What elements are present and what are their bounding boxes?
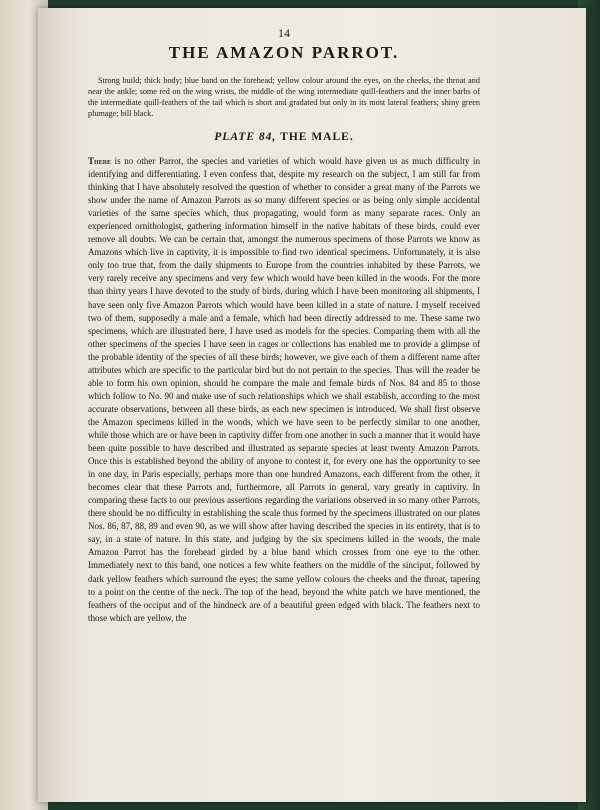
page-number: 14 bbox=[278, 26, 290, 40]
plate-number: PLATE 84, bbox=[214, 131, 277, 143]
page-title: THE AMAZON PARROT. bbox=[168, 43, 400, 62]
plate-label: THE MALE. bbox=[280, 131, 354, 143]
species-summary: Strong build; thick body; blue band on the forehead; yellow colour around the eyes, on the cheeks, the throat and near the ankle; some red on the wing wrists, the middle of the wing intermediate quill-feathers and the inner barbs of the intermediate quill-feathers of the tail which is short and gradated but only in its most lateral feathers; shiny green plumage; bill black. bbox=[88, 76, 480, 118]
book-page bbox=[38, 8, 586, 802]
first-word: There bbox=[88, 156, 112, 166]
plate-heading bbox=[88, 131, 480, 143]
page-content bbox=[88, 26, 480, 625]
body-paragraph bbox=[88, 155, 480, 625]
body-text: is no other Parrot, the species and varieties of which would have given us as much difficulty in identifying and differentiating. I even confess that, despite my research on the subject, I am still far from thinking that I have absolutely resolved the question of whether to consider a great many of the Parrots we show under the name of Amazon Parrots as so many different species or as being only simple accidental varieties of the same species which, thus propagating, would form as many separate races. Only an experienced ornithologist, gathering information himself in the native habitats of these birds, could ever remove all doubts. We can be certain that, amongst the numerous specimens of those Parrots we know as Amazons which live in captivity, it is impossible to find two identical specimens. Unfortunately, it is also only too true that, from the daily shipments to Europe from the countries inhabited by these Parrots, we very rarely receive any specimens and very few which would have been killed in the woods. For the more than thirty years I have devoted to the study of birds, during which I have been monitoring all shipments, I have seen only five Amazon Parrots which would have been killed in a state of nature. I myself received two of them, supposedly a male and a female, which had been directly addressed to me. These same two specimens, which are illustrated here, I have used as models for the species. Comparing them with all the other specimens of the species I have seen in cages or collections has enabled me to provide a glimpse of the probable identity of the species of all these birds; however, we give each of them a different name after attributes which are specific to the particular bird but do not pertain to the species. Thus will the reader be able to form his own opinion, should he compare the male and female birds of Nos. 84 and 85 to those which follow to No. 90 and make use of such relationships which we shall establish, according to the most accurate observations, between all these birds, as each new specimen is introduced. We shall first observe the Amazon specimens killed in the woods, which we have seen to be perfectly similar to one another, while those which are or have been in captivity differ from one another in such a manner that it would have been quite possible to have described and illustrated as separate species at least twenty Amazon Parrots. Once this is established beyond the ability of anyone to contest it, for every one has the opportunity to see in one day, in Paris especially, perhaps more than one hundred Amazons, each different from the other, it becomes clear that these Parrots and, furthermore, all Parrots in general, vary greatly in captivity. In comparing these facts to our previous assertions regarding the variations observed in so many other Parrots, there should be no difficulty in establishing the scale thus formed by the specimens illustrated on our plates Nos. 86, 87, 88, 89 and even 90, as we will show after having described the species in its entirety, that is to say, in a state of nature. In this state, and judging by the six specimens killed in the woods, the male Amazon Parrot has the forehead girded by a blue band which crosses from one eye to the other. Immediately next to this band, one notices a few white feathers on the middle of the sinciput, followed by dark yellow feathers which surround the eyes; the same yellow colours the cheeks and the throat, tapering to a point on the centre of the neck. The top of the head, beyond the white patch we have mentioned, the feathers of the occiput and of the hindneck are of a beautiful green edged with black. The feathers next to those which are yellow, the bbox=[88, 156, 480, 623]
